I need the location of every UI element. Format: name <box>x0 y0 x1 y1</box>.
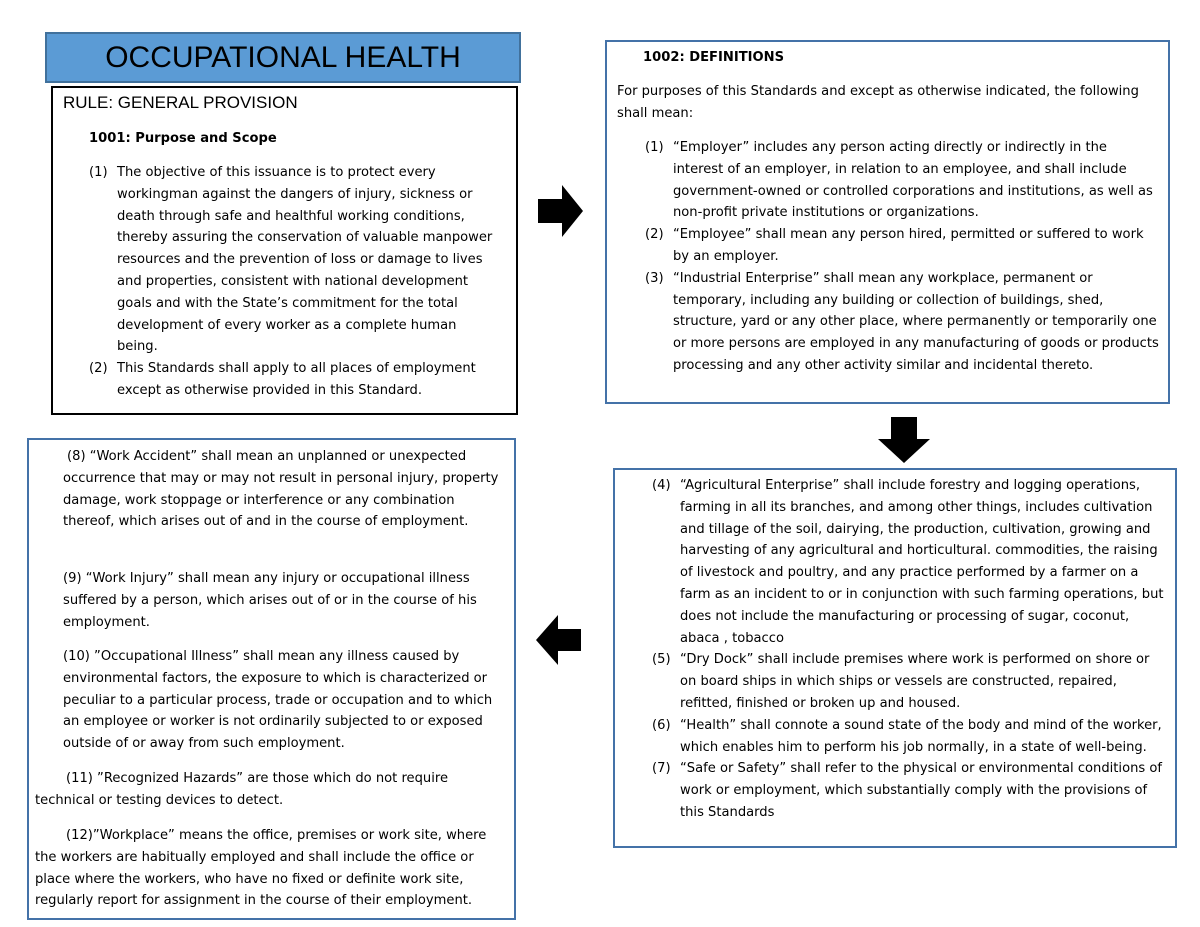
item-number: (4) <box>652 478 671 493</box>
item-text: “Industrial Enterprise” shall mean any workplace, permanent or temporary, including any building or collection of buildings, shed, structure, yard or any other place, where permanently or temporarily one or more persons are employed in any manufacturing of goods or products processing and any other activity similar and incidental thereto. <box>673 270 1159 373</box>
list-item <box>652 475 1168 649</box>
item-number: (6) <box>652 717 671 733</box>
arrow-down-icon <box>876 415 932 465</box>
list-item <box>645 268 1160 377</box>
item-text: This Standards shall apply to all places of employment except as otherwise provided in this Standard. <box>117 361 476 398</box>
item-number: (1) <box>89 165 108 180</box>
item-number: (2) <box>645 227 664 243</box>
item-text: “Agricultural Enterprise” shall include forestry and logging operations, farming in all its branches, and among other things, includes cultivation and tillage of the soil, dairying, the production, cultivation, growing and harvesting of any agricultural and horticultural. commodities, the raising of livestock and poultry, and any practice performed by a farmer on a farm as an incident to or in conjunction with such farming operations, but does not include the manufacturing or processing of sugar, coconut, abaca , tobacco <box>680 478 1164 646</box>
item-text: “Employee” shall mean any person hired, permitted or suffered to work by an employer. <box>673 227 1144 264</box>
list-item <box>652 715 1168 759</box>
arrow-right-icon <box>534 182 586 240</box>
list-item <box>652 758 1168 823</box>
rule-items <box>89 162 499 402</box>
definition-paragraph: (11) ”Recognized Hazards” are those which do not require technical or testing devices to detect. <box>35 771 449 808</box>
definitions-heading: 1002: DEFINITIONS <box>643 50 785 65</box>
arrow-left-icon <box>533 612 585 668</box>
rule-section: 1001: Purpose and Scope <box>89 131 277 146</box>
list-item <box>652 649 1168 714</box>
definition-paragraph: (8) “Work Accident” shall mean an unplanned or unexpected occurrence that may or may not result in personal injury, property damage, work stoppage or interference or any combination thereof, which arises out of and in the course of employment. <box>63 449 499 530</box>
list-item <box>645 224 1160 268</box>
item-number: (2) <box>89 361 108 377</box>
definitions-items-2 <box>652 475 1168 824</box>
item-text: The objective of this issuance is to protect every workingman against the dangers of injury, sickness or death through safe and healthful working conditions, thereby assuring the conservation of valuable manpower resources and the prevention of loss or damage to lives and properties, consistent with national development goals and with the State’s commitment for the total development of every worker as a complete human being. <box>117 165 493 355</box>
list-item <box>89 162 499 358</box>
item-text: “Dry Dock” shall include premises where work is performed on shore or on board ships in which ships or vessels are constructed, repaired, refitted, finished or broken up and housed. <box>680 652 1150 711</box>
item-number: (5) <box>652 652 671 668</box>
definition-paragraph: (12)”Workplace” means the office, premises or work site, where the workers are habitually employed and shall include the office or place where the workers, who have no fixed or definite work site, regularly report for assignment in the course of their employment. <box>35 828 487 909</box>
item-number: (1) <box>645 140 664 155</box>
item-text: “Safe or Safety” shall refer to the physical or environmental conditions of work or employment, which substantially comply with the provisions of this Standards <box>680 761 1162 820</box>
item-text: “Employer” includes any person acting directly or indirectly in the interest of an employer, in relation to an employee, and shall include government-owned or controlled corporations and institutions, as well as non-profit private institutions or organizations. <box>673 140 1153 221</box>
item-number: (7) <box>652 761 671 777</box>
list-item <box>89 358 499 402</box>
definition-paragraph: (10) ”Occupational Illness” shall mean any illness caused by environmental factors, the exposure to which is characterized or peculiar to a particular process, trade or occupation and to which an employee or worker is not ordinarily subjected to or exposed outside of or away from such employment. <box>63 649 493 752</box>
rule-heading: RULE: GENERAL PROVISION <box>63 93 298 112</box>
definitions-items <box>645 137 1160 377</box>
item-number: (3) <box>645 270 664 286</box>
definition-paragraph: (9) “Work Injury” shall mean any injury or occupational illness suffered by a person, which arises out of or in the course of his employment. <box>63 571 477 630</box>
page-title: OCCUPATIONAL HEALTH <box>105 41 461 74</box>
item-text: “Health” shall connote a sound state of the body and mind of the worker, which enables him to perform his job normally, in a state of well-being. <box>680 717 1162 755</box>
list-item <box>645 137 1160 224</box>
definitions-intro: For purposes of this Standards and except as otherwise indicated, the following shall mean: <box>617 84 1139 121</box>
